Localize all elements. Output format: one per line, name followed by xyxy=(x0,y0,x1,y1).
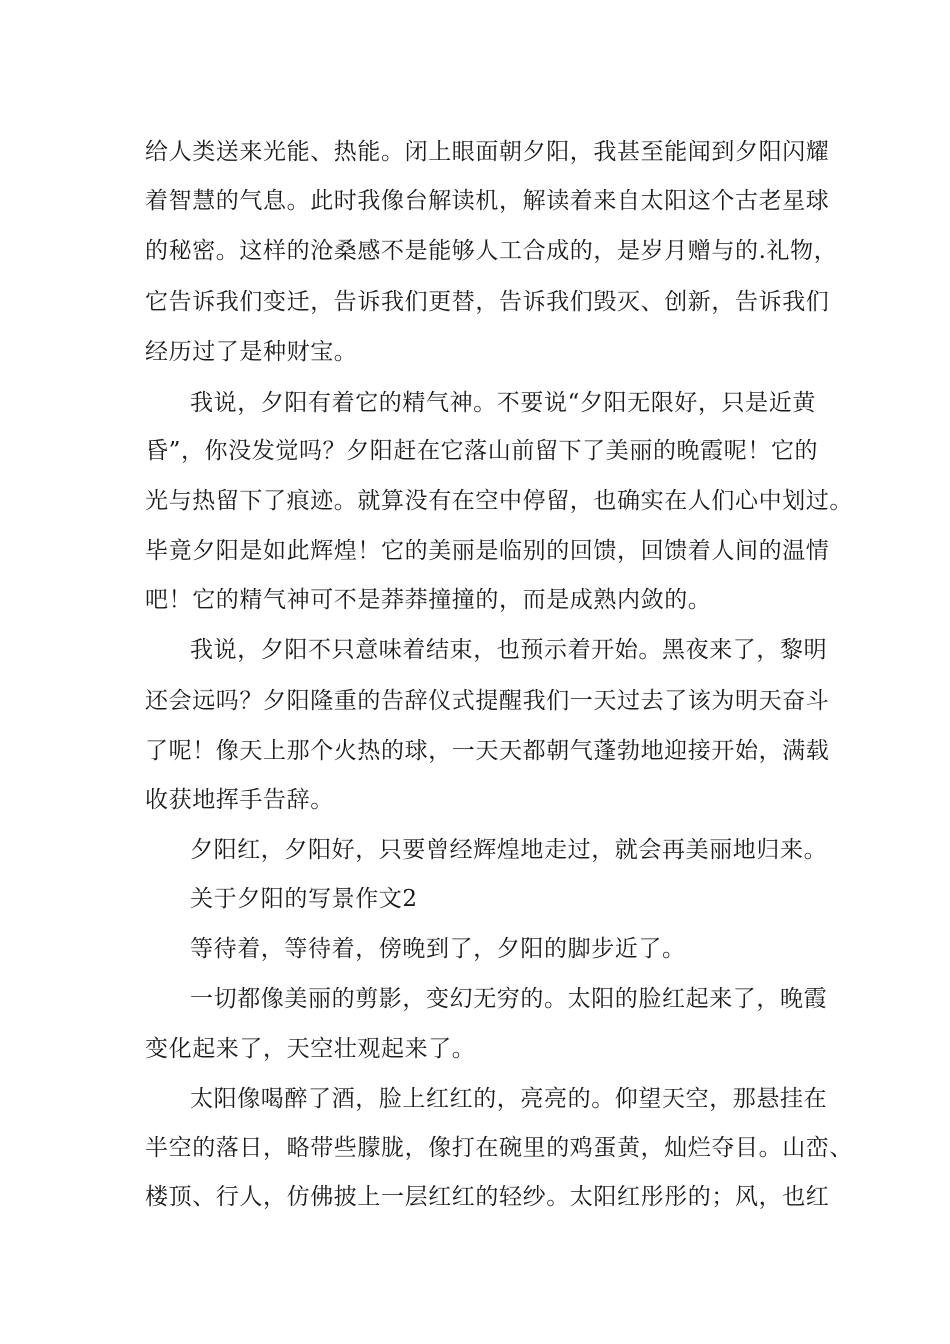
paragraph-first-line: 等待着，等待着，傍晚到了，夕阳的脚步近了。 xyxy=(190,936,686,962)
text-line: 楼顶、行人，仿佛披上一层红红的轻纱。太阳红彤彤的；风，也红 xyxy=(145,1184,830,1210)
text-line: 半空的落日，略带些朦胧，像打在碗里的鸡蛋黄，灿烂夺目。山峦、 xyxy=(145,1135,853,1161)
text-line: 毕竟夕阳是如此辉煌！它的美丽是临别的回馈，回馈着人间的温情 xyxy=(145,538,830,564)
paragraph-first-line: 太阳像喝醉了酒，脸上红红的，亮亮的。仰望天空，那悬挂在 xyxy=(190,1086,828,1112)
text-line: 它告诉我们变迁，告诉我们更替，告诉我们毁灭、创新，告诉我们 xyxy=(145,289,830,315)
paragraph-first-line: 夕阳红，夕阳好，只要曾经辉煌地走过，就会再美丽地归来。 xyxy=(190,837,828,863)
text-line: 的秘密。这样的沧桑感不是能够人工合成的，是岁月赠与的.礼物， xyxy=(145,238,838,264)
text-line: 变化起来了，天空壮观起来了。 xyxy=(145,1036,476,1062)
section-heading: 关于夕阳的写景作文2 xyxy=(190,886,418,912)
text-line: 给人类送来光能、热能。闭上眼面朝夕阳，我甚至能闻到夕阳闪耀 xyxy=(145,139,830,165)
paragraph-first-line: 一切都像美丽的剪影，变幻无穷的。太阳的脸红起来了，晚霞 xyxy=(190,986,828,1012)
text-line: 收获地挥手告辞。 xyxy=(145,787,334,813)
paragraph-first-line: 我说，夕阳不只意味着结束，也预示着开始。黑夜来了，黎明 xyxy=(190,637,828,663)
text-line: 还会远吗？夕阳隆重的告辞仪式提醒我们一天过去了该为明天奋斗 xyxy=(145,688,830,714)
text-line: 经历过了是种财宝。 xyxy=(145,339,358,365)
text-line: 昏”，你没发觉吗？夕阳赶在它落山前留下了美丽的晚霞呢！它的 xyxy=(145,438,819,464)
text-line: 着智慧的气息。此时我像台解读机，解读着来自太阳这个古老星球 xyxy=(145,188,830,214)
text-line: 光与热留下了痕迹。就算没有在空中停留，也确实在人们心中划过。 xyxy=(145,488,853,514)
text-line: 了呢！像天上那个火热的球，一天天都朝气蓬勃地迎接开始，满载 xyxy=(145,738,830,764)
text-line: 吧！它的精气神可不是莽莽撞撞的，而是成熟内敛的。 xyxy=(145,587,712,613)
paragraph-first-line: 我说，夕阳有着它的精气神。不要说“夕阳无限好，只是近黄 xyxy=(190,390,816,416)
